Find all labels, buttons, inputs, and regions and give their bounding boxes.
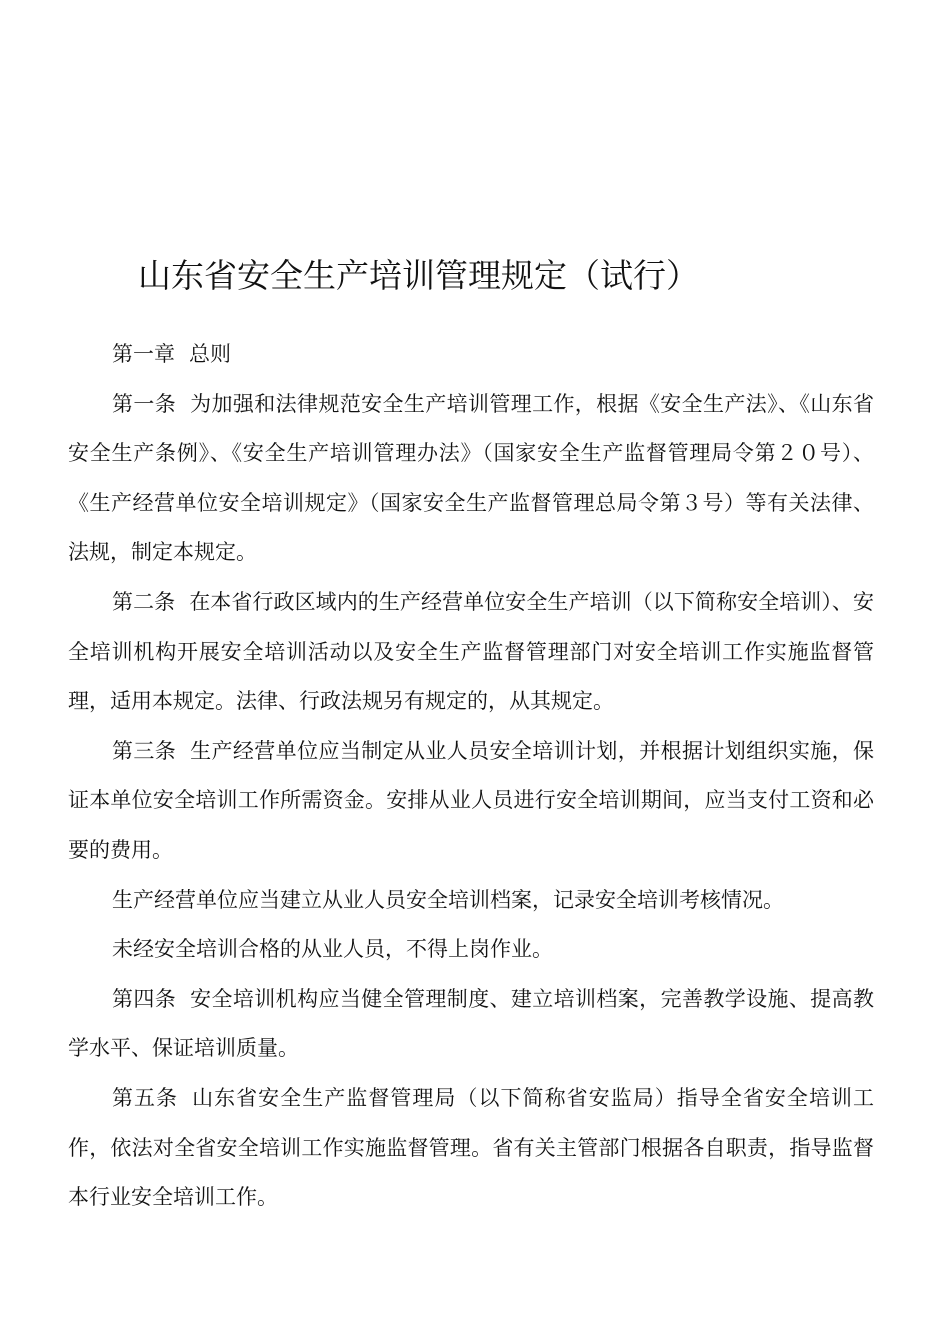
chapter-name: 总则 [189, 342, 231, 366]
article-text: 安全培训机构应当健全管理制度、建立培训档案，完善教学设施、提高教学水平、保证培训质量。 [68, 986, 875, 1061]
article-3 [68, 727, 874, 876]
article-label: 第五条 [112, 1085, 179, 1110]
article-5 [68, 1074, 874, 1223]
article-text: 为加强和法律规范安全生产培训管理工作，根据《安全生产法》、《山东省安全生产条例》、《安全生产培训管理办法》（国家安全生产监督管理局令第２０号）、《生产经营单位安全培训规定》（国家安全生产监督管理总局令第３号）等有关法律、法规，制定本规定。 [68, 391, 875, 565]
article-label: 第一条 [112, 391, 177, 416]
article-text: 山东省安全生产监督管理局（以下简称省安监局）指导全省安全培训工作，依法对全省安全培训工作实施监督管理。省有关主管部门根据各自职责，指导监督本行业安全培训工作。 [68, 1085, 875, 1210]
article-text: 在本省行政区域内的生产经营单位安全生产培训（以下简称安全培训）、安全培训机构开展安全培训活动以及安全生产监督管理部门对安全培训工作实施监督管理，适用本规定。法律、行政法规另有规定的，从其规定。 [68, 589, 875, 714]
clause-text: 生产经营单位应当建立从业人员安全培训档案，记录安全培训考核情况。 [112, 887, 784, 912]
article-2 [68, 578, 874, 727]
article-3-clause-2 [68, 876, 874, 926]
article-1 [68, 380, 874, 578]
document-body [68, 330, 874, 1223]
article-label: 第二条 [112, 589, 176, 614]
document-title: 山东省安全生产培训管理规定（试行） [138, 256, 699, 295]
article-3-clause-3 [68, 925, 874, 975]
chapter-label: 第一章 [112, 342, 175, 366]
chapter-heading [68, 330, 874, 380]
clause-text: 未经安全培训合格的从业人员，不得上岗作业。 [112, 937, 553, 962]
article-label: 第四条 [112, 986, 177, 1011]
article-4 [68, 975, 874, 1074]
article-text: 生产经营单位应当制定从业人员安全培训计划，并根据计划组织实施，保证本单位安全培训工作所需资金。安排从业人员进行安全培训期间，应当支付工资和必要的费用。 [68, 738, 875, 862]
article-label: 第三条 [112, 738, 177, 763]
